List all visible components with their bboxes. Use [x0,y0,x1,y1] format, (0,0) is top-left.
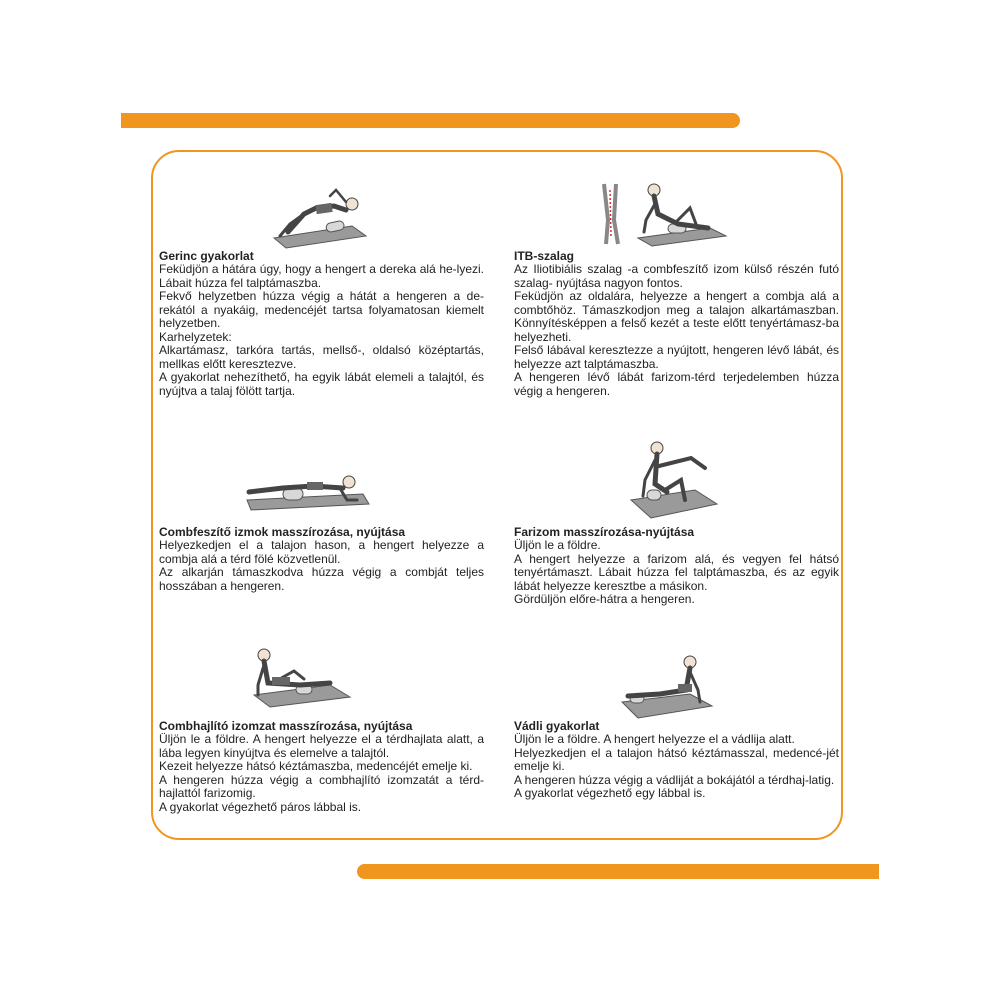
exercise-paragraph: Az Iliotibiális szalag -a combfeszítő izom külső részén futó szalag- nyújtása nagyon fontos. [514,262,839,290]
exercise-paragraph: Felső lábával keresztezze a nyújtott, hengeren lévő lábát, és helyezze azt talptámaszba. [514,343,839,371]
exercise-paragraph: Gördüljön előre-hátra a hengeren. [514,592,695,606]
exercise-description [159,539,484,593]
spine-roll-figure-icon [260,180,370,250]
exercise-paragraph: Üljön le a földre. A hengert helyezze el a vádlija alatt. [514,732,795,746]
exercise-itb [514,250,839,398]
exercise-paragraph: Feküdjön az oldalára, helyezze a hengert a combja alá a combtőhöz. Támaszkodjon meg a talajon alkartámaszban. Könnyítésképpen a felső kezét a teste előtt tenyértámasz-ba helyezheti. [514,289,839,344]
bottom-accent-bar [357,864,879,879]
exercise-paragraph: Kezeit helyezze hátsó kéztámaszba, medencéjét emelje ki. [159,759,473,773]
itb-roll-figure-icon [598,180,728,250]
exercise-hamstring [159,720,484,814]
top-accent-bar [121,113,740,128]
hamstring-roll-figure-icon [250,645,355,710]
exercise-spine [159,250,484,398]
exercise-description [514,263,839,398]
exercise-paragraph: Fekvő helyzetben húzza végig a hátát a hengeren a de-rekától a nyakáig, medencéjét tartsa folyamatosan kiemelt helyzetben. [159,289,484,330]
exercise-paragraph: A hengert helyezze a farizom alá, és vegyen fel hátsó tenyértámaszt. Lábait húzza fel talptámaszba, és az egyik lábát helyezze keresztbe a másikon. [514,551,839,593]
exercise-title: Vádli gyakorlat [514,719,600,733]
exercise-paragraph: Az alkarján támaszkodva húzza végig a combját teljes hosszában a hengeren. [159,565,484,593]
exercise-description [159,263,484,398]
exercise-title: Combhajlító izomzat masszírozása, nyújtása [159,719,413,733]
exercise-description [514,733,839,801]
exercise-title: Farizom masszírozása-nyújtása [514,525,695,539]
exercise-description [514,539,839,607]
exercise-title: ITB-szalag [514,249,575,263]
exercise-description [159,733,484,814]
exercise-paragraph: Üljön le a földre. A hengert helyezze el a térdhajlata alatt, a lába legyen kinyújtva és elemelve a talajtól. [159,732,484,760]
exercise-calf [514,720,839,801]
exercise-paragraph: A gyakorlat végezhető páros lábbal is. [159,799,362,814]
exercise-paragraph: Helyezkedjen el a talajon hason, a hengert helyezze a combja alá a térd fölé közvetlenül. [159,538,484,566]
exercise-paragraph: A gyakorlat végezhető egy lábbal is. [514,786,706,800]
exercise-title: Gerinc gyakorlat [159,249,254,263]
quad-roll-figure-icon [243,470,373,515]
exercise-quad [159,526,484,593]
exercise-title: Combfeszítő izmok masszírozása, nyújtása [159,525,406,539]
exercise-paragraph: Alkartámasz, tarkóra tartás, mellső-, oldalsó középtartás, mellkas előtt keresztezve. [159,343,484,371]
exercise-paragraph: Helyezkedjen el a talajon hátsó kéztámasszal, medencé-jét emelje ki. [514,745,839,773]
calf-roll-figure-icon [620,650,715,720]
exercise-glute [514,526,839,607]
exercise-paragraph: Karhelyzetek: [159,329,232,344]
exercise-paragraph: A gyakorlat nehezíthető, ha egyik lábát elemeli a talajtól, és nyújtva a talaj fölött tartja. [159,370,484,398]
glute-roll-figure-icon [625,440,720,520]
exercise-paragraph: A hengeren lévő lábát farizom-térd terjedelemben húzza végig a hengeren. [514,370,839,398]
exercise-paragraph: Üljön le a földre. [514,538,601,552]
exercise-paragraph: A hengeren húzza végig a combhajlító izomzatát a térd-hajlattól farizomig. [159,772,484,800]
exercise-paragraph: Feküdjön a hátára úgy, hogy a hengert a dereka alá he-lyezi. Lábait húzza fel talptámaszba. [159,262,484,290]
exercise-paragraph: A hengeren húzza végig a vádliját a bokájától a térdhaj-latig. [514,772,835,787]
